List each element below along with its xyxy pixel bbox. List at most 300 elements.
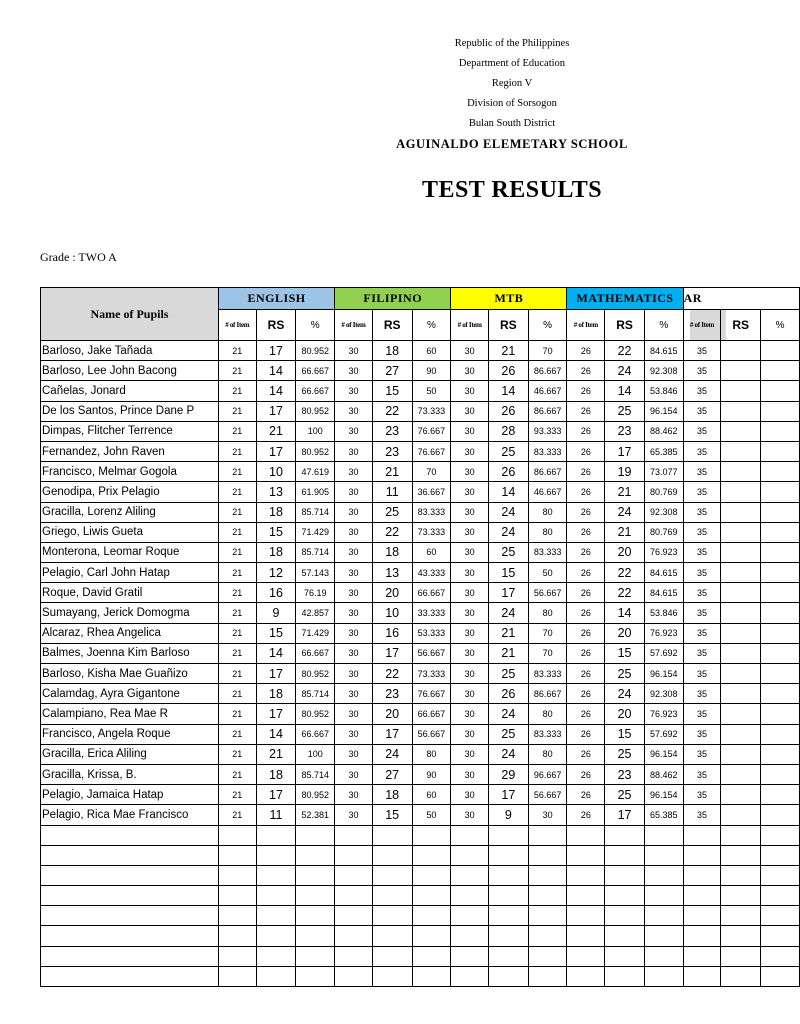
subject-header-ar: AR [683,288,799,310]
item-count-cell: 21 [218,482,256,502]
item-count-cell: 35 [683,462,721,482]
item-count-cell: 26 [567,785,605,805]
raw-score-cell: 27 [372,764,412,784]
empty-cell [488,825,528,845]
names-column-header: Name of Pupils [41,288,219,341]
empty-cell [644,966,683,986]
percent-cell: 76.923 [644,704,683,724]
raw-score-cell: 25 [488,542,528,562]
empty-cell [335,926,373,946]
percent-cell: 90 [412,764,451,784]
empty-cell [644,865,683,885]
percent-cell: 76.667 [412,441,451,461]
raw-score-cell: 11 [256,805,296,825]
empty-cell [41,886,219,906]
item-count-cell: 35 [683,744,721,764]
empty-cell [644,845,683,865]
raw-score-cell: 18 [372,341,412,361]
percent-cell: 66.667 [296,381,335,401]
percent-cell: 80.952 [296,704,335,724]
item-count-cell: 30 [451,401,489,421]
percent-cell: 80.769 [644,482,683,502]
percent-cell: 66.667 [296,724,335,744]
percent-cell: 80.952 [296,664,335,684]
item-count-cell: 21 [218,542,256,562]
raw-score-cell: 23 [372,684,412,704]
item-count-cell: 30 [335,542,373,562]
percent-cell: 52.381 [296,805,335,825]
empty-cell [528,966,567,986]
raw-score-cell: 25 [605,664,645,684]
raw-score-cell: 26 [488,684,528,704]
item-count-cell: 30 [335,744,373,764]
header-line-4: Division of Sorsogon [467,98,557,109]
empty-cell [256,906,296,926]
raw-score-cell: 14 [488,482,528,502]
raw-score-cell: 12 [256,563,296,583]
empty-cell [256,946,296,966]
raw-score-cell: 11 [372,482,412,502]
percent-cell: 86.667 [528,401,567,421]
raw-score-cell: 15 [256,623,296,643]
percent-cell [761,502,800,522]
percent-cell [761,664,800,684]
raw-score-cell [721,421,761,441]
empty-cell [335,906,373,926]
item-count-cell: 30 [451,744,489,764]
item-count-cell: 21 [218,724,256,744]
empty-cell [218,825,256,845]
raw-score-cell: 14 [256,724,296,744]
percent-cell: 96.154 [644,744,683,764]
empty-cell [218,946,256,966]
percent-cell [761,522,800,542]
raw-score-cell: 21 [605,482,645,502]
percent-cell: 85.714 [296,684,335,704]
table-row [41,704,800,724]
empty-cell [296,886,335,906]
empty-cell [372,946,412,966]
empty-cell [372,825,412,845]
empty-row [41,966,800,986]
raw-score-cell: 25 [372,502,412,522]
item-count-cell: 35 [683,482,721,502]
item-count-cell: 21 [218,401,256,421]
item-count-cell: 21 [218,623,256,643]
raw-score-header: RS [488,310,528,341]
raw-score-cell: 17 [256,704,296,724]
percent-cell: 96.154 [644,785,683,805]
item-count-cell: 26 [567,401,605,421]
table-row [41,542,800,562]
empty-cell [296,845,335,865]
empty-cell [721,966,761,986]
empty-cell [605,946,645,966]
percent-cell: 70 [528,623,567,643]
empty-cell [41,926,219,946]
percent-cell: 70 [412,462,451,482]
percent-cell: 100 [296,744,335,764]
empty-cell [567,825,605,845]
percent-cell: 66.667 [412,704,451,724]
empty-cell [412,926,451,946]
pupil-name: Calampiano, Rea Mae R [41,704,219,724]
empty-cell [488,845,528,865]
table-row [41,805,800,825]
item-count-cell: 35 [683,724,721,744]
percent-cell: 70 [528,643,567,663]
item-count-cell: 30 [335,462,373,482]
empty-cell [683,966,721,986]
pupil-name: Alcaraz, Rhea Angelica [41,623,219,643]
raw-score-cell: 9 [488,805,528,825]
percent-cell: 86.667 [528,462,567,482]
raw-score-cell: 14 [256,643,296,663]
raw-score-cell: 14 [256,381,296,401]
pupil-name: Barloso, Kisha Mae Guañizo [41,664,219,684]
item-count-cell: 21 [218,361,256,381]
raw-score-cell [721,643,761,663]
pupil-name: Dimpas, Flitcher Terrence [41,421,219,441]
percent-cell: 83.333 [528,542,567,562]
empty-cell [605,845,645,865]
percent-cell: 76.667 [412,421,451,441]
pupil-name: Balmes, Joenna Kim Barloso [41,643,219,663]
percent-cell [761,684,800,704]
empty-cell [721,845,761,865]
table-row [41,482,800,502]
empty-cell [335,865,373,885]
item-count-header: # of Item [567,310,605,341]
percent-cell: 80.952 [296,341,335,361]
raw-score-cell: 21 [372,462,412,482]
item-count-cell: 21 [218,744,256,764]
empty-row [41,906,800,926]
item-count-cell: 26 [567,542,605,562]
percent-cell: 80.769 [644,522,683,542]
empty-cell [296,926,335,946]
percent-cell [761,381,800,401]
table-row [41,563,800,583]
empty-row [41,926,800,946]
raw-score-cell: 25 [488,664,528,684]
empty-cell [41,906,219,926]
item-count-header: # of Item [683,310,721,341]
raw-score-cell [721,764,761,784]
raw-score-cell: 18 [372,785,412,805]
raw-score-cell [721,482,761,502]
raw-score-cell: 18 [256,764,296,784]
subject-header-filipino: FILIPINO [335,288,451,310]
percent-cell: 71.429 [296,522,335,542]
empty-cell [721,926,761,946]
empty-cell [451,926,489,946]
item-count-cell: 35 [683,502,721,522]
item-count-cell: 21 [218,785,256,805]
empty-row [41,825,800,845]
empty-cell [41,845,219,865]
raw-score-cell: 15 [372,381,412,401]
percent-cell [761,764,800,784]
empty-cell [567,865,605,885]
percent-cell: 80.952 [296,441,335,461]
empty-cell [644,946,683,966]
item-count-cell: 30 [451,542,489,562]
percent-cell [761,623,800,643]
percent-cell: 73.333 [412,664,451,684]
percent-cell: 76.667 [412,684,451,704]
raw-score-cell: 25 [488,724,528,744]
raw-score-cell: 21 [488,623,528,643]
empty-cell [683,886,721,906]
percent-cell [761,724,800,744]
percent-cell [761,542,800,562]
item-count-cell: 35 [683,623,721,643]
table-row [41,522,800,542]
item-count-cell: 30 [451,583,489,603]
percent-cell: 96.154 [644,401,683,421]
empty-cell [761,845,800,865]
percent-cell: 80 [528,704,567,724]
table-row [41,643,800,663]
empty-cell [488,966,528,986]
item-count-cell: 30 [451,603,489,623]
raw-score-header: RS [256,310,296,341]
empty-cell [761,926,800,946]
empty-cell [372,966,412,986]
raw-score-cell: 24 [488,704,528,724]
item-count-cell: 26 [567,341,605,361]
empty-cell [451,886,489,906]
item-count-cell: 30 [451,623,489,643]
percent-cell: 73.077 [644,462,683,482]
empty-cell [296,825,335,845]
item-count-cell: 35 [683,785,721,805]
empty-cell [296,946,335,966]
percent-cell: 66.667 [296,643,335,663]
item-count-cell: 21 [218,643,256,663]
pupil-name: Monterona, Leomar Roque [41,542,219,562]
item-count-cell: 26 [567,502,605,522]
empty-cell [567,946,605,966]
percent-cell: 90 [412,361,451,381]
empty-cell [605,886,645,906]
percent-cell: 80.952 [296,401,335,421]
item-count-cell: 30 [335,684,373,704]
raw-score-cell [721,462,761,482]
raw-score-cell: 26 [488,361,528,381]
raw-score-cell: 9 [256,603,296,623]
percent-cell: 83.333 [528,664,567,684]
empty-cell [451,946,489,966]
table-row [41,583,800,603]
empty-cell [528,845,567,865]
percent-cell: 56.667 [528,583,567,603]
item-count-cell: 35 [683,401,721,421]
percent-cell: 86.667 [528,684,567,704]
percent-cell [761,421,800,441]
empty-cell [488,926,528,946]
empty-cell [412,825,451,845]
item-count-cell: 21 [218,441,256,461]
raw-score-header: RS [721,310,761,341]
percent-cell: 80 [528,522,567,542]
raw-score-cell [721,704,761,724]
raw-score-cell: 15 [372,805,412,825]
item-count-cell: 35 [683,583,721,603]
percent-cell: 80 [412,744,451,764]
percent-cell: 65.385 [644,805,683,825]
empty-cell [296,966,335,986]
raw-score-cell: 15 [488,563,528,583]
pupil-name: Sumayang, Jerick Domogma [41,603,219,623]
empty-cell [528,906,567,926]
percent-header: % [412,310,451,341]
empty-cell [528,946,567,966]
percent-header: % [296,310,335,341]
raw-score-cell: 19 [605,462,645,482]
item-count-cell: 26 [567,805,605,825]
item-count-cell: 30 [335,401,373,421]
percent-cell: 84.615 [644,341,683,361]
percent-cell [761,401,800,421]
empty-cell [256,845,296,865]
percent-cell: 86.667 [528,361,567,381]
item-count-cell: 30 [335,502,373,522]
raw-score-cell: 17 [256,664,296,684]
percent-cell: 92.308 [644,684,683,704]
pupil-name: Calamdag, Ayra Gigantone [41,684,219,704]
item-count-cell: 21 [218,805,256,825]
percent-cell: 83.333 [412,502,451,522]
raw-score-cell [721,542,761,562]
raw-score-cell: 24 [488,603,528,623]
empty-cell [721,886,761,906]
item-count-cell: 26 [567,441,605,461]
item-count-cell: 30 [335,623,373,643]
item-count-cell: 30 [451,421,489,441]
table-row [41,764,800,784]
empty-cell [412,865,451,885]
empty-cell [528,825,567,845]
item-count-cell: 21 [218,341,256,361]
percent-cell: 50 [412,805,451,825]
percent-header: % [644,310,683,341]
item-count-cell: 26 [567,482,605,502]
raw-score-cell: 10 [256,462,296,482]
item-count-cell: 35 [683,603,721,623]
percent-cell: 57.692 [644,643,683,663]
empty-cell [412,845,451,865]
percent-cell [761,361,800,381]
percent-cell [761,462,800,482]
raw-score-cell: 18 [256,542,296,562]
empty-cell [605,825,645,845]
raw-score-cell: 16 [372,623,412,643]
table-row [41,341,800,361]
raw-score-cell: 15 [605,724,645,744]
empty-cell [256,886,296,906]
item-count-cell: 35 [683,361,721,381]
item-count-cell: 35 [683,643,721,663]
empty-cell [761,946,800,966]
empty-row [41,886,800,906]
empty-cell [683,825,721,845]
empty-cell [372,906,412,926]
empty-row [41,845,800,865]
raw-score-cell: 28 [488,421,528,441]
raw-score-cell: 17 [256,441,296,461]
raw-score-cell [721,805,761,825]
item-count-cell: 21 [218,684,256,704]
table-row [41,623,800,643]
raw-score-cell: 17 [605,441,645,461]
percent-cell: 66.667 [412,583,451,603]
raw-score-cell: 25 [605,401,645,421]
raw-score-cell: 25 [488,441,528,461]
item-count-cell: 30 [335,381,373,401]
pupil-name: Gracilla, Krissa, B. [41,764,219,784]
item-count-cell: 26 [567,603,605,623]
item-count-cell: 30 [451,684,489,704]
raw-score-cell [721,341,761,361]
item-count-cell: 30 [451,502,489,522]
raw-score-cell: 23 [372,421,412,441]
empty-cell [296,865,335,885]
raw-score-cell: 17 [256,341,296,361]
item-count-cell: 30 [451,482,489,502]
percent-cell: 76.19 [296,583,335,603]
item-count-cell: 35 [683,341,721,361]
percent-cell: 80 [528,603,567,623]
item-count-cell: 26 [567,462,605,482]
percent-cell [761,704,800,724]
item-count-header: # of Item [218,310,256,341]
percent-cell: 65.385 [644,441,683,461]
percent-cell: 50 [412,381,451,401]
raw-score-cell: 24 [488,522,528,542]
raw-score-cell: 22 [372,401,412,421]
item-count-cell: 35 [683,542,721,562]
percent-cell: 85.714 [296,764,335,784]
raw-score-cell: 21 [488,643,528,663]
item-count-cell: 30 [335,764,373,784]
empty-cell [372,886,412,906]
item-count-cell: 35 [683,764,721,784]
empty-cell [451,865,489,885]
raw-score-header: RS [372,310,412,341]
results-table [40,287,800,987]
header-line-2: Department of Education [458,58,566,69]
percent-cell: 71.429 [296,623,335,643]
item-count-cell: 30 [451,462,489,482]
empty-cell [605,865,645,885]
raw-score-cell: 18 [256,502,296,522]
empty-cell [451,825,489,845]
empty-cell [644,906,683,926]
item-count-cell: 30 [451,341,489,361]
raw-score-cell [721,744,761,764]
percent-cell [761,805,800,825]
empty-cell [683,845,721,865]
item-count-cell: 21 [218,522,256,542]
empty-cell [412,946,451,966]
item-count-cell: 30 [335,361,373,381]
percent-cell [761,341,800,361]
item-count-cell: 30 [451,643,489,663]
item-count-cell: 26 [567,724,605,744]
empty-cell [218,886,256,906]
